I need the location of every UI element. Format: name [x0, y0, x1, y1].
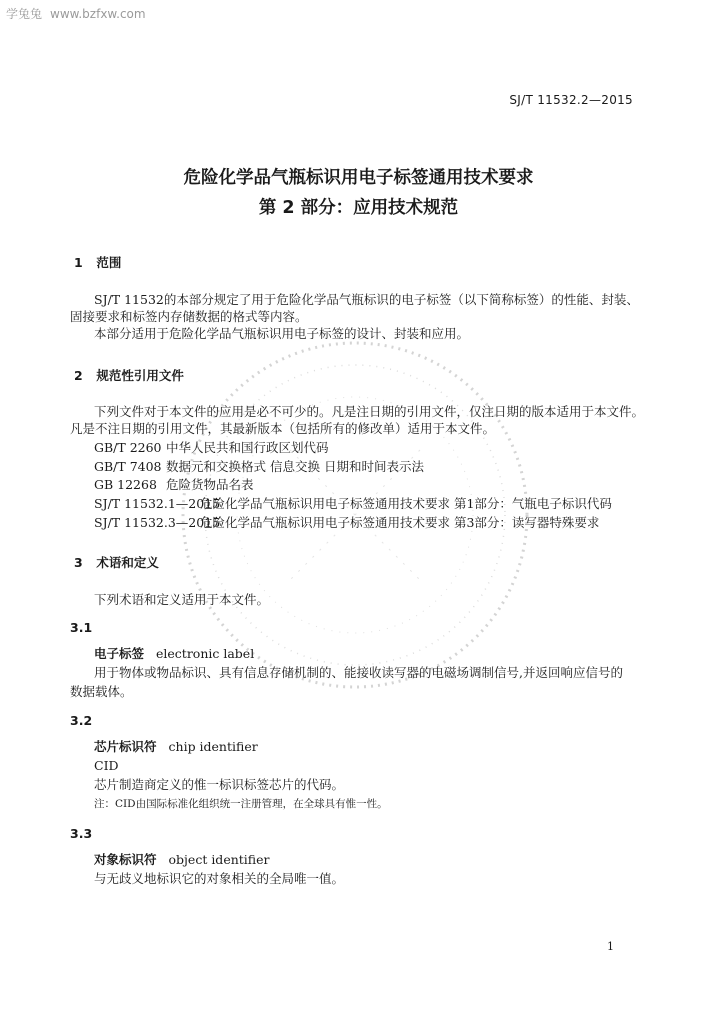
term-number: 3.3	[70, 826, 93, 841]
reference-title: 危险货物品名表	[166, 477, 254, 492]
section-1-number: 1	[74, 255, 83, 270]
term-definition-line-2: 数据载体。	[70, 684, 133, 699]
term-english: electronic label	[156, 646, 255, 661]
term-abbreviation: CID	[94, 758, 119, 773]
document-title: 危险化学品气瓶标识用电子标签通用技术要求	[183, 168, 534, 188]
reference-title: 数据元和交换格式 信息交换 日期和时间表示法	[166, 459, 424, 474]
reference-item	[94, 440, 329, 456]
reference-title: 中华人民共和国行政区划代码	[166, 440, 329, 455]
reference-title: 危险化学品气瓶标识用电子标签通用技术要求 第3部分：读写器特殊要求	[200, 515, 600, 530]
site-watermark	[6, 5, 146, 22]
document-number: SJ/T 11532.2—2015	[509, 93, 633, 107]
refs-intro-line-1: 下列文件对于本文件的应用是必不可少的。凡是注日期的引用文件，仅注日期的版本适用于本文件。	[94, 404, 645, 419]
reference-code: SJ/T 11532.3—2015	[94, 515, 221, 530]
section-2-title: 规范性引用文件	[96, 368, 184, 383]
site-url: www.bzfxw.com	[50, 7, 146, 21]
section-2-heading	[74, 366, 184, 384]
terms-intro: 下列术语和定义适用于本文件。	[94, 592, 270, 607]
reference-title: 危险化学品气瓶标识用电子标签通用技术要求 第1部分：气瓶电子标识代码	[200, 496, 612, 511]
scope-applicability: 本部分适用于危险化学品气瓶标识用电子标签的设计、封装和应用。	[94, 326, 470, 341]
reference-code: GB/T 7408	[94, 459, 162, 474]
term-english: object identifier	[168, 852, 270, 867]
term-definition: 与无歧义地标识它的对象相关的全局唯一值。	[94, 871, 345, 886]
term-entry	[94, 739, 258, 755]
reference-code: SJ/T 11532.1—2015	[94, 496, 221, 511]
section-3-number: 3	[74, 555, 83, 570]
term-note: 注：CID由国际标准化组织统一注册管理，在全球具有惟一性。	[94, 798, 388, 810]
term-definition-line-1: 用于物体或物品标识、具有信息存储机制的、能接收读写器的电磁场调制信号,并返回响应信号的	[94, 665, 623, 680]
section-1-title: 范围	[96, 255, 122, 270]
scope-paragraph-line-2: 固接要求和标签内存储数据的格式等内容。	[70, 309, 308, 324]
scope-paragraph-line-1: SJ/T 11532的本部分规定了用于危险化学品气瓶标识的电子标签（以下简称标签）的性能、封装、	[94, 292, 639, 307]
term-chinese: 芯片标识符	[94, 739, 157, 754]
term-english: chip identifier	[168, 739, 258, 754]
term-chinese: 对象标识符	[94, 852, 157, 867]
document-subtitle: 第 2 部分：应用技术规范	[258, 198, 459, 218]
reference-item	[94, 459, 424, 475]
reference-code: GB 12268	[94, 477, 157, 492]
reference-item	[94, 477, 254, 493]
term-number: 3.1	[70, 620, 93, 635]
reference-item	[94, 496, 612, 512]
refs-intro-line-2: 凡是不注日期的引用文件，其最新版本（包括所有的修改单）适用于本文件。	[70, 421, 496, 436]
section-2-number: 2	[74, 368, 83, 383]
section-1-heading	[74, 253, 121, 271]
page-number: 1	[607, 940, 614, 953]
reference-code: GB/T 2260	[94, 440, 162, 455]
term-definition: 芯片制造商定义的惟一标识标签芯片的代码。	[94, 777, 345, 792]
term-chinese: 电子标签	[94, 646, 145, 661]
reference-item	[94, 515, 599, 531]
site-name: 学兔兔	[6, 7, 43, 21]
section-3-title: 术语和定义	[96, 555, 159, 570]
term-number: 3.2	[70, 713, 93, 728]
term-entry	[94, 646, 254, 662]
section-3-heading	[74, 553, 159, 571]
term-entry	[94, 852, 270, 868]
